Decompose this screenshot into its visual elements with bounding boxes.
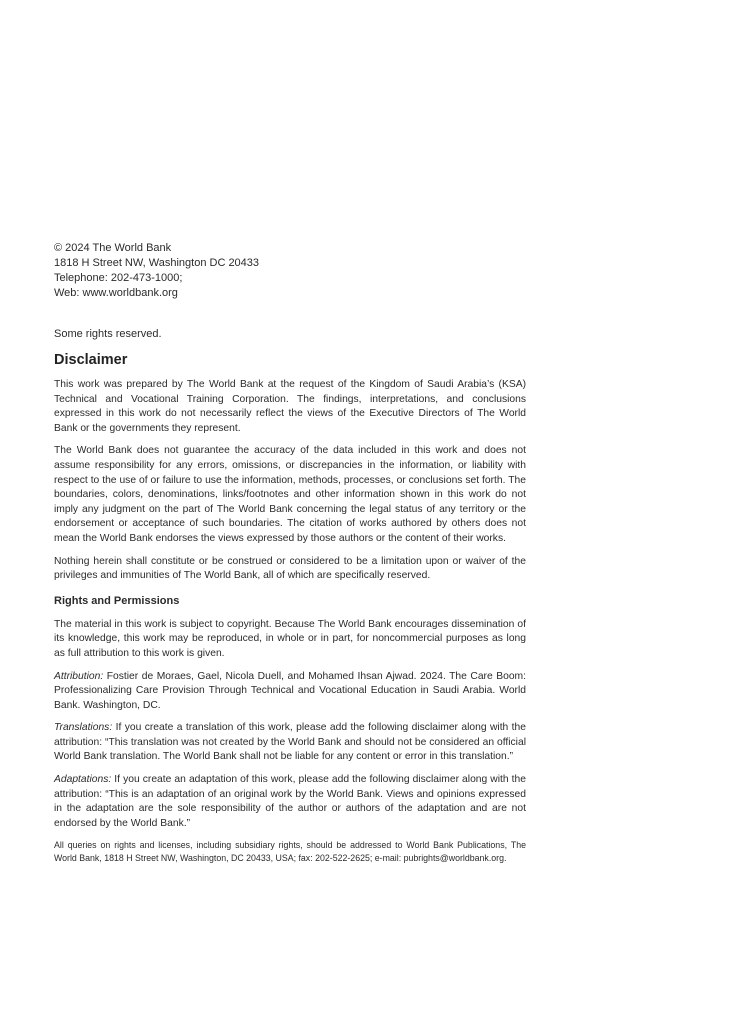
rights-permissions-heading: Rights and Permissions (54, 594, 180, 607)
telephone-line: Telephone: 202-473-1000; (54, 272, 183, 284)
rights-reserved-text: Some rights reserved. (54, 328, 162, 340)
queries-fineprint: All queries on rights and licenses, including subsidiary rights, should be addressed to World Bank Publications, The World Bank, 1818 H Street NW, Washington, DC 20433, USA; fax: 202-522-2625; e-mail: pubrights@worldbank.org. (54, 840, 526, 863)
web-line: Web: www.worldbank.org (54, 287, 178, 299)
adaptations-paragraph (54, 773, 526, 831)
copyright-page (54, 241, 526, 864)
attribution-paragraph (54, 670, 526, 714)
adaptations-label: Adaptations: (54, 774, 112, 786)
disclaimer-heading: Disclaimer (54, 352, 128, 368)
attribution-label: Attribution: (54, 670, 104, 682)
translations-label: Translations: (54, 722, 113, 734)
rights-intro-paragraph: The material in this work is subject to copyright. Because The World Bank encourages dissemination of its knowledge, this work may be reproduced, in whole or in part, for noncommercial purposes as long as full attribution to this work is given. (54, 618, 526, 659)
translations-text: If you create a translation of this work, please add the following disclaimer along with the attribution: “This translation was not created by the World Bank and should not be considered an official World Bank translation. The World Bank shall not be liable for any content or error in this translation.” (54, 722, 526, 763)
adaptations-text: If you create an adaptation of this work, please add the following disclaimer along with the attribution: “This is an adaptation of an original work by the World Bank. Views and opinions expressed in the adaptation are the sole responsibility of the author or authors of the adaptation and are not endorsed by the World Bank.” (54, 774, 526, 829)
disclaimer-paragraph: Nothing herein shall constitute or be construed or considered to be a limitation upon or waiver of the privileges and immunities of The World Bank, all of which are specifically reserved. (54, 555, 526, 582)
address-line: 1818 H Street NW, Washington DC 20433 (54, 257, 260, 269)
disclaimer-paragraph: This work was prepared by The World Bank at the request of the Kingdom of Saudi Arabia’s (KSA) Technical and Vocational Training Corporation. The findings, interpretations, and conclusions expressed in this work do not necessarily reflect the views of the Executive Directors of The World Bank or the governments they represent. (54, 379, 526, 434)
translations-paragraph (54, 721, 526, 765)
copyright-line: © 2024 The World Bank (54, 242, 172, 254)
disclaimer-paragraph: The World Bank does not guarantee the accuracy of the data included in this work and does not assume responsibility for any errors, omissions, or discrepancies in the information, or liability with respect to the use of or failure to use the information, methods, processes, or conclusions set forth. The boundaries, colors, denominations, links/footnotes and other information shown in this work do not imply any judgment on the part of The World Bank concerning the legal status of any territory or the endorsement or acceptance of such boundaries. The citation of works authored by others does not mean the World Bank endorses the views expressed by those authors or the content of their works. (54, 445, 526, 544)
copyright-block (54, 241, 526, 301)
attribution-text: Fostier de Moraes, Gael, Nicola Duell, and Mohamed Ihsan Ajwad. 2024. The Care Boom: Professionalizing Care Provision Through Technical and Vocational Education in Saudi Arabia. World Bank. Washington, DC. (54, 670, 526, 711)
